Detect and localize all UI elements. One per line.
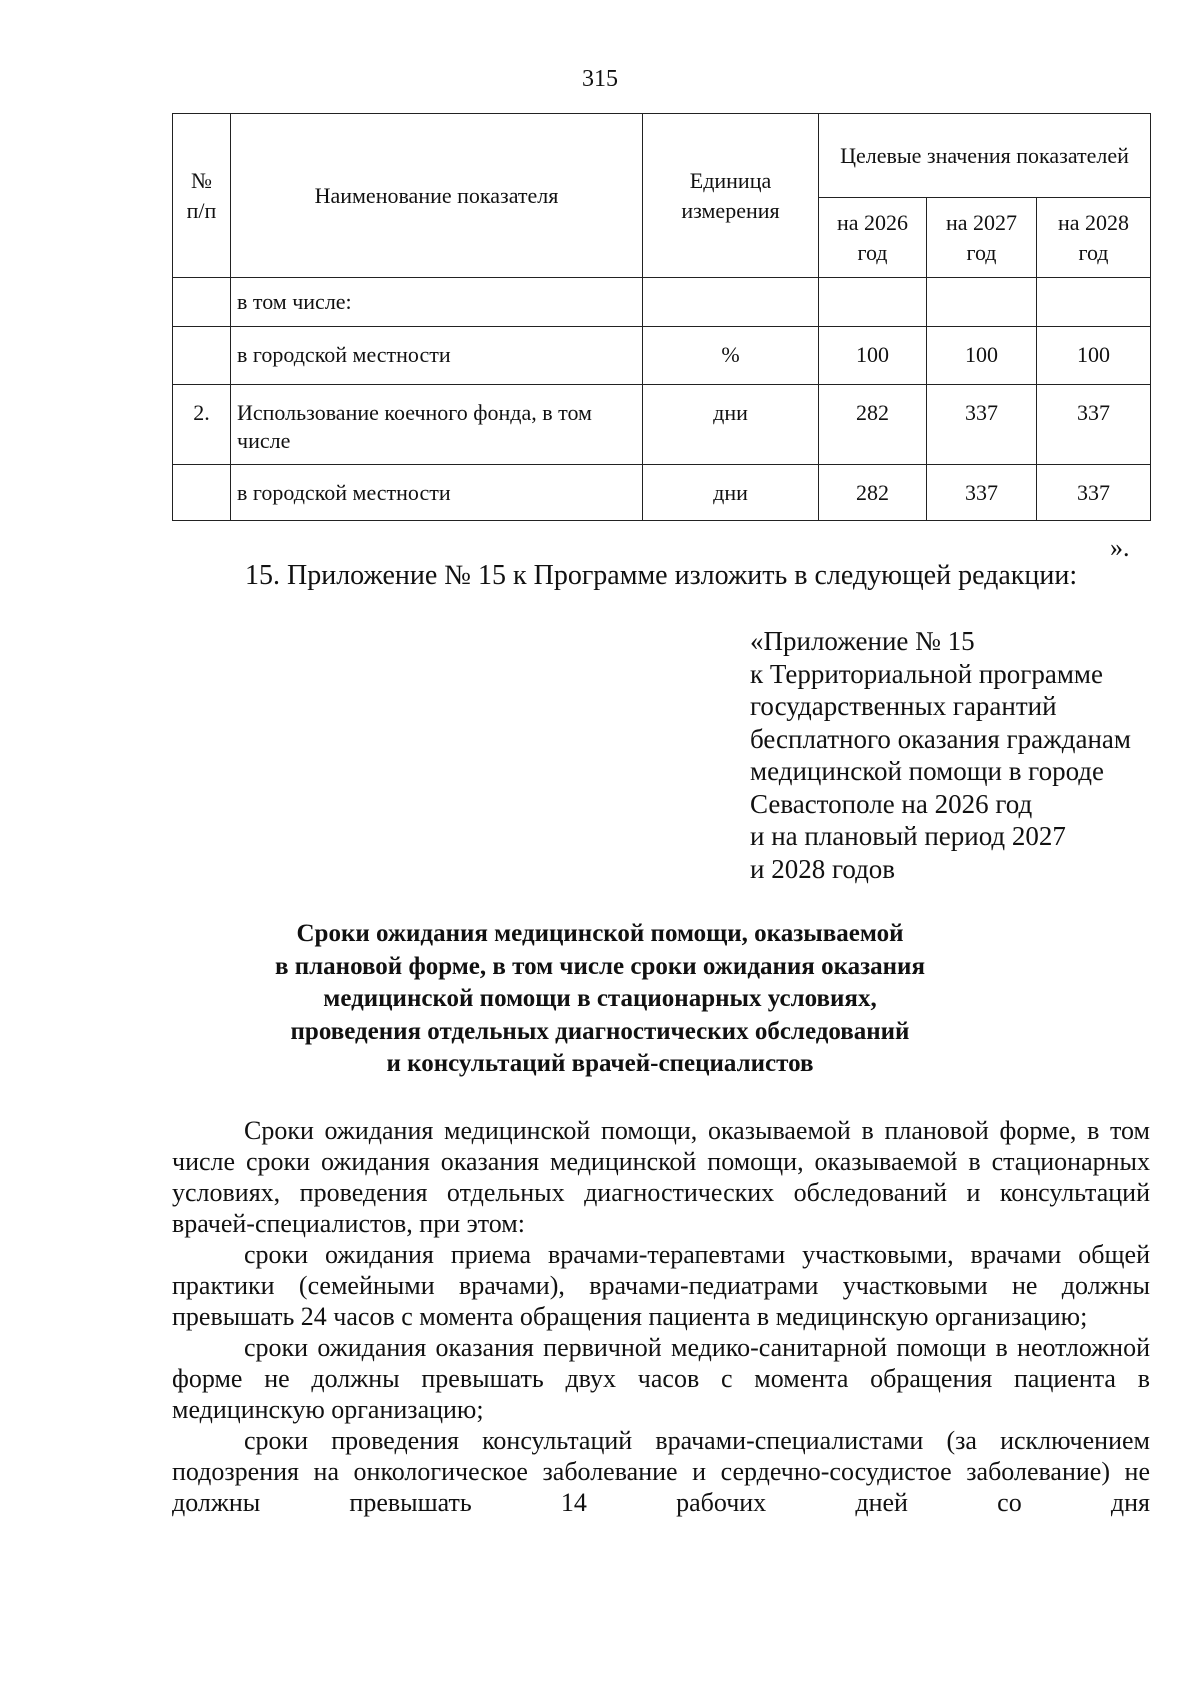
appendix-line: медицинской помощи в городе	[750, 756, 1105, 786]
row-value-2026: 282	[819, 465, 927, 521]
header-year-2027: на 2027 год	[927, 198, 1037, 278]
table-row	[173, 278, 1151, 327]
row-unit: дни	[643, 465, 819, 521]
row-unit	[643, 278, 819, 327]
body-text	[172, 1115, 1150, 1518]
title-line: и консультаций врачей-специалистов	[386, 1050, 814, 1077]
appendix-line: бесплатного оказания гражданам	[750, 723, 1131, 754]
body-paragraph: сроки ожидания приема врачами-терапевтами участковыми, врачами общей практики (семейными врачами), врачами-педиатрами участковыми не должны превышать 24 часов с момента обращения пациента в медицинскую организацию;	[172, 1240, 1150, 1331]
row-value-2028: 337	[1037, 465, 1151, 521]
row-value-2028	[1037, 278, 1151, 327]
body-paragraph: Сроки ожидания медицинской помощи, оказываемой в плановой форме, в том числе сроки ожидания оказания медицинской помощи, оказываемой в стационарных условиях, проведения отдельных диагностических обследований и консультаций врачей-специалистов, при этом:	[172, 1116, 1150, 1238]
row-number	[173, 465, 231, 521]
row-name: в городской местности	[231, 327, 643, 385]
header-unit: Единица измерения	[643, 114, 819, 278]
appendix-header	[750, 625, 1131, 885]
appendix-line: Севастополе на 2026 год	[750, 788, 1033, 819]
body-paragraph: сроки ожидания оказания первичной медико-санитарной помощи в неотложной форме не должны превышать двух часов с момента обращения пациента в медицинскую организацию;	[172, 1333, 1150, 1424]
row-name: в том числе:	[231, 278, 643, 327]
title-line: проведения отдельных диагностических обследований	[290, 1017, 910, 1045]
row-unit: дни	[643, 385, 819, 465]
appendix-line: и на плановый период 2027	[750, 821, 1066, 851]
row-value-2027: 337	[927, 385, 1037, 465]
row-number	[173, 278, 231, 327]
row-number	[173, 327, 231, 385]
row-value-2027: 337	[927, 465, 1037, 521]
table-row	[173, 385, 1151, 465]
row-value-2028: 100	[1037, 327, 1151, 385]
title-line: в плановой форме, в том числе сроки ожидания оказания	[275, 952, 925, 980]
title-line: Сроки ожидания медицинской помощи, оказываемой	[296, 920, 904, 947]
row-value-2026: 282	[819, 385, 927, 465]
row-number: 2.	[173, 385, 231, 465]
header-year-2026: на 2026 год	[819, 198, 927, 278]
page-number: 315	[582, 66, 618, 92]
row-value-2027: 100	[927, 327, 1037, 385]
row-value-2027	[927, 278, 1037, 327]
table-row	[173, 465, 1151, 521]
appendix-line: к Территориальной программе	[750, 658, 1103, 689]
table-row	[173, 327, 1151, 385]
row-value-2026: 100	[819, 327, 927, 385]
header-target-values: Целевые значения показателей	[819, 114, 1151, 198]
header-name: Наименование показателя	[231, 114, 643, 278]
appendix-line: «Приложение № 15	[750, 626, 975, 656]
item-15-paragraph: 15. Приложение № 15 к Программе изложить в следующей редакции:	[245, 560, 1078, 591]
header-number: № п/п	[173, 114, 231, 278]
closing-quote: ».	[1110, 533, 1130, 562]
section-title	[0, 918, 1200, 1081]
appendix-line: государственных гарантий	[750, 691, 1057, 721]
appendix-line: и 2028 годов	[750, 853, 896, 884]
row-name: Использование коечного фонда, в том числе	[231, 385, 643, 465]
row-name: в городской местности	[231, 465, 643, 521]
row-unit: %	[643, 327, 819, 385]
indicator-table	[172, 113, 1151, 521]
body-paragraph: сроки проведения консультаций врачами-специалистами (за исключением подозрения на онкологическое заболевание и сердечно-сосудистое заболевание) не должны превышать 14 рабочих дней со дня	[172, 1426, 1150, 1517]
row-value-2026	[819, 278, 927, 327]
header-year-2028: на 2028 год	[1037, 198, 1151, 278]
row-value-2028: 337	[1037, 385, 1151, 465]
title-line: медицинской помощи в стационарных условиях,	[323, 985, 877, 1012]
